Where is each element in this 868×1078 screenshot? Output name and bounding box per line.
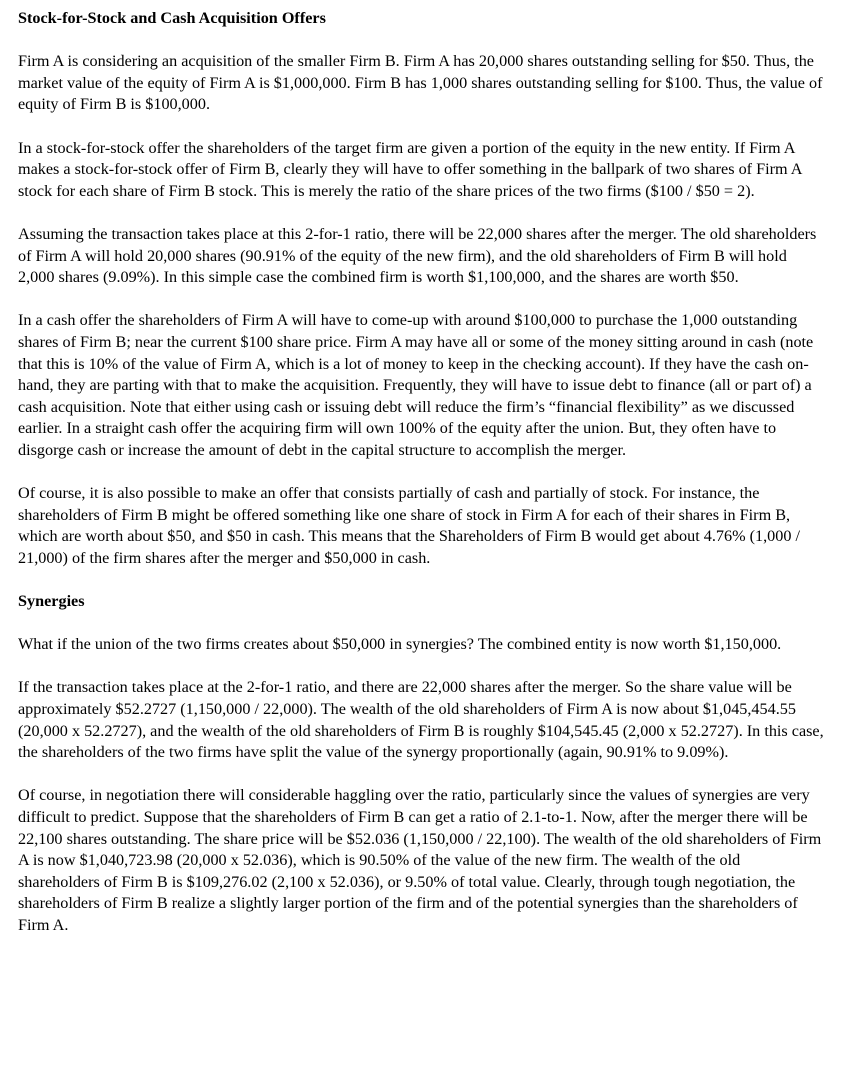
paragraph-cash-offer: In a cash offer the shareholders of Firm A will have to come-up with around $100,000 to purchase the 1,000 outstanding shares of Firm B; near the current $100 share price. Firm A may have all or some of the money sitting around in cash (note that this is 10% of the value of Firm A, which is a lot of money to keep in the checking account). If they have the cash on-hand, they are parting with that to make the acquisition. Frequently, they will have to issue debt to finance (all or part of) a cash acquisition. Note that either using cash or issuing debt will reduce the firm’s “financial flexibility” as we discussed earlier. In a straight cash offer the acquiring firm will own 100% of the equity after the union. But, they often have to disgorge cash or increase the amount of debt in the capital structure to accomplish the merger. (18, 311, 814, 459)
section-heading-synergies: Synergies (18, 592, 85, 611)
paragraph-stock-offer: In a stock-for-stock offer the shareholders of the target firm are given a portion of the equity in the new entity. If Firm A makes a stock-for-stock offer of Firm B, clearly they will have to offer something in the ballpark of two shares of Firm A stock for each share of Firm B stock. This is merely the ratio of the share prices of the two firms ($100 / $50 = 2). (18, 138, 802, 200)
paragraph-synergy-split: If the transaction takes place at the 2-for-1 ratio, and there are 22,000 shares after the merger. So the share value will be approximately $52.2727 (1,150,000 / 22,000). The wealth of the old shareholders of Firm A is now about $1,045,454.55 (20,000 x 52.2727), and the wealth of the old shareholders of Firm B is roughly $104,545.45 (2,000 x 52.2727). In this case, the shareholders of the two firms have split the value of the synergy proportionally (again, 90.91% to 9.09%). (18, 678, 824, 762)
document-title: Stock-for-Stock and Cash Acquisition Offers (18, 9, 326, 27)
paragraph-ratio-outcome: Assuming the transaction takes place at this 2-for-1 ratio, there will be 22,000 shares after the merger. The old shareholders of Firm A will hold 20,000 shares (90.91% of the equity of the new firm), and the old shareholders of Firm B will hold 2,000 shares (9.09%). In this simple case the combined firm is worth $1,100,000, and the shares are worth $50. (18, 224, 817, 287)
paragraph-firm-overview: Firm A is considering an acquisition of the smaller Firm B. Firm A has 20,000 shares outstanding selling for $50. Thus, the market value of the equity of Firm A is $1,000,000. Firm B has 1,000 shares outstanding selling for $100. Thus, the value of equity of Firm B is $100,000. (18, 52, 823, 114)
paragraph-synergy-value: What if the union of the two firms creates about $50,000 in synergies? The combined entity is now worth $1,150,000. (18, 635, 782, 654)
paragraph-mixed-offer: Of course, it is also possible to make an offer that consists partially of cash and partially of stock. For instance, the shareholders of Firm B might be offered something like one share of stock in Firm A for each of their shares in Firm B, which are worth about $50, and $50 in cash. This means that the Shareholders of Firm B would get about 4.76% (1,000 / 21,000) of the firm shares after the merger and $50,000 in cash. (18, 484, 800, 567)
paragraph-negotiation: Of course, in negotiation there will considerable haggling over the ratio, particularly since the values of synergies are very difficult to predict. Suppose that the shareholders of Firm B can get a ratio of 2.1-to-1. Now, after the merger there will be 22,100 shares outstanding. The share price will be $52.036 (1,150,000 / 22,100). The wealth of the old shareholders of Firm A is now $1,040,723.98 (20,000 x 52.036), which is 90.50% of the value of the new firm. The wealth of the old shareholders of Firm B is $109,276.02 (2,100 x 52.036), or 9.50% of total value. Clearly, through tough negotiation, the shareholders of Firm B realize a slightly larger portion of the firm and of the potential synergies than the shareholders of Firm A. (18, 786, 822, 934)
